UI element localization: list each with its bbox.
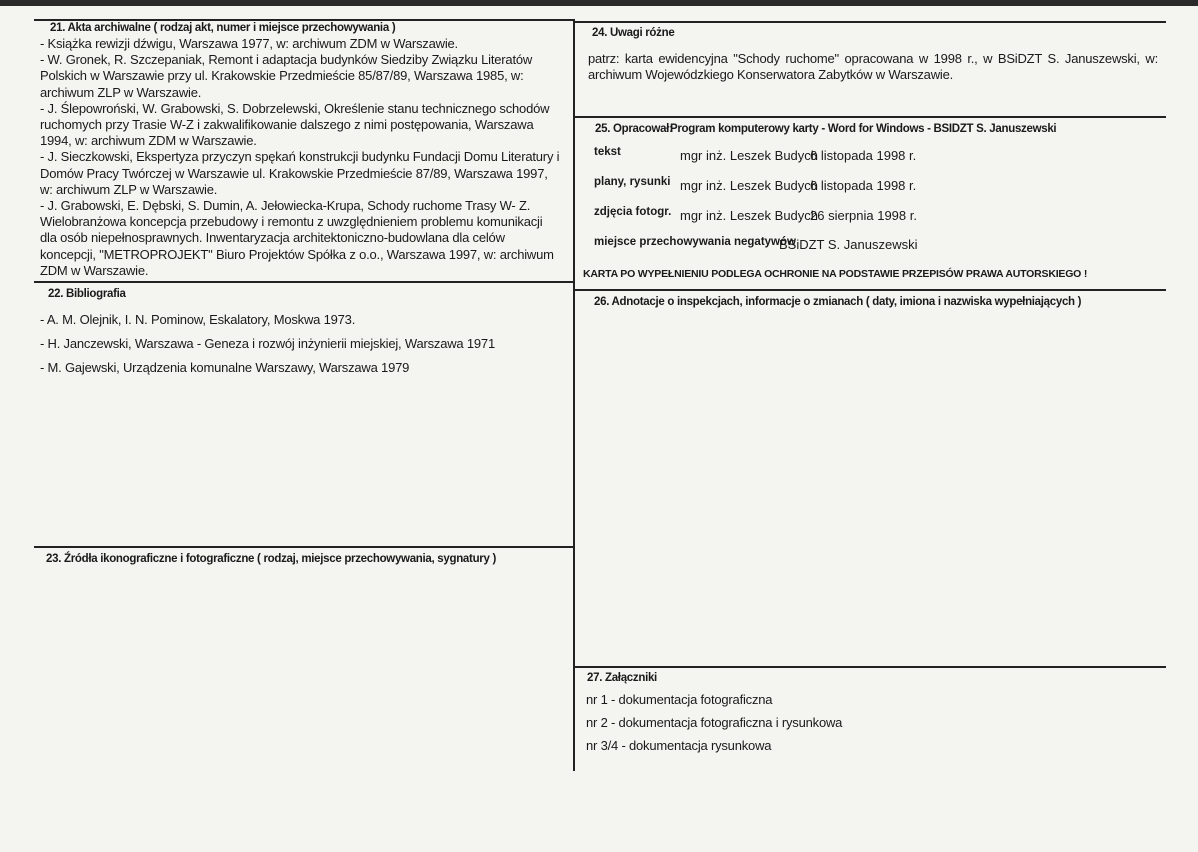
program-info: Program komputerowy karty - Word for Windows - BSIDZT S. Januszewski (670, 123, 1057, 135)
row-label: tekst (594, 146, 621, 158)
divider (574, 21, 1166, 23)
list-item: - J. Sieczkowski, Ekspertyza przyczyn spękań konstrukcji budynku Fundacji Domu Literatury i Domów Pracy Twórczej w Warszawie ul. Krakowskie Przedmieście 87/89, Warszawa 1997, w: archiwum ZLP w Warszawie. (40, 149, 560, 197)
scan-edge (0, 0, 1198, 6)
row-label: plany, rysunki (594, 176, 671, 188)
list-item: - H. Janczewski, Warszawa - Geneza i rozwój inżynierii miejskiej, Warszawa 1971 (40, 336, 495, 351)
column-divider (573, 19, 575, 771)
divider (34, 546, 574, 548)
divider (574, 116, 1166, 118)
list-item: - Książka rewizji dźwigu, Warszawa 1977, w: archiwum ZDM w Warszawie. (40, 36, 458, 51)
row-date: 26 sierpnia 1998 r. (810, 208, 917, 223)
section-24-title: 24. Uwagi różne (592, 27, 675, 39)
list-item: - M. Gajewski, Urządzenia komunalne Warszawy, Warszawa 1979 (40, 360, 410, 375)
copyright-warning: KARTA PO WYPEŁNIENIU PODLEGA OCHRONIE NA PODSTAWIE PRZEPISÓW PRAWA AUTORSKIEGO ! (583, 268, 1088, 280)
row-label: zdjęcia fotogr. (594, 206, 672, 218)
list-item: nr 2 - dokumentacja fotograficzna i rysunkowa (586, 715, 843, 730)
section-25-title: 25. Opracował: (595, 123, 673, 135)
list-item: - J. Grabowski, E. Dębski, S. Dumin, A. Jełowiecka-Krupa, Schody ruchome Trasy W- Z. Wielobranżowa koncepcja przebudowy i remontu z uwzględnieniem problemu komunikacji dla osób niepełnosprawnych. Inwentaryzacja architektoniczno-budowlana dla celów koncepcji, "METROPROJEKT" Biuro Projektów Spółka z o.o., Warszawa 1997, w: archiwum ZDM w Warszawie. (40, 198, 554, 278)
list-item: nr 3/4 - dokumentacja rysunkowa (586, 738, 772, 753)
negatives-label: miejsce przechowywania negatywów (594, 236, 796, 248)
list-item: - W. Gronek, R. Szczepaniak, Remont i adaptacja budynków Siedziby Związku Literatów Polskich w Warszawie przy ul. Krakowskie Przedmieście 85/87/89, Warszawa 1985, w: archiwum ZLP w Warszawie. (40, 52, 533, 100)
negatives-value: BSiDZT S. Januszewski (779, 237, 918, 252)
section-21-title: 21. Akta archiwalne ( rodzaj akt, numer i miejsce przechowywania ) (50, 22, 396, 34)
row-date: 6 listopada 1998 r. (810, 178, 917, 193)
divider (34, 19, 574, 21)
row-author: mgr inż. Leszek Budych (680, 178, 819, 193)
section-23-title: 23. Źródła ikonograficzne i fotograficzne ( rodzaj, miejsce przechowywania, sygnatury ) (46, 553, 496, 565)
divider (574, 666, 1166, 668)
section-26-title: 26. Adnotacje o inspekcjach, informacje o zmianach ( daty, imiona i nazwiska wypełniających ) (594, 296, 1082, 308)
list-item: - J. Ślepowroński, W. Grabowski, S. Dobrzelewski, Określenie stanu technicznego schodów ruchomych przy Trasie W-Z i zakwalifikowanie dalszego z nimi postępowania, Warszawa 1994, w: archiwum ZDM w Warszawie. (40, 100, 550, 149)
divider (574, 289, 1166, 291)
section-22-title: 22. Bibliografia (48, 288, 126, 300)
section-27-title: 27. Załączniki (587, 672, 657, 684)
list-item: - A. M. Olejnik, I. N. Pominow, Eskalatory, Moskwa 1973. (40, 312, 356, 327)
row-author: mgr inż. Leszek Budych (680, 148, 819, 163)
section-24-text: patrz: karta ewidencyjna "Schody ruchome" opracowana w 1998 r., w BSiDZT S. Januszewski, w: archiwum Wojewódzkiego Konserwatora Zabytków w Warszawie. (588, 51, 1158, 83)
row-author: mgr inż. Leszek Budych (680, 208, 819, 223)
section-21-list (40, 36, 560, 279)
list-item: nr 1 - dokumentacja fotograficzna (586, 692, 773, 707)
row-date: 6 listopada 1998 r. (810, 148, 917, 163)
divider (34, 281, 574, 283)
